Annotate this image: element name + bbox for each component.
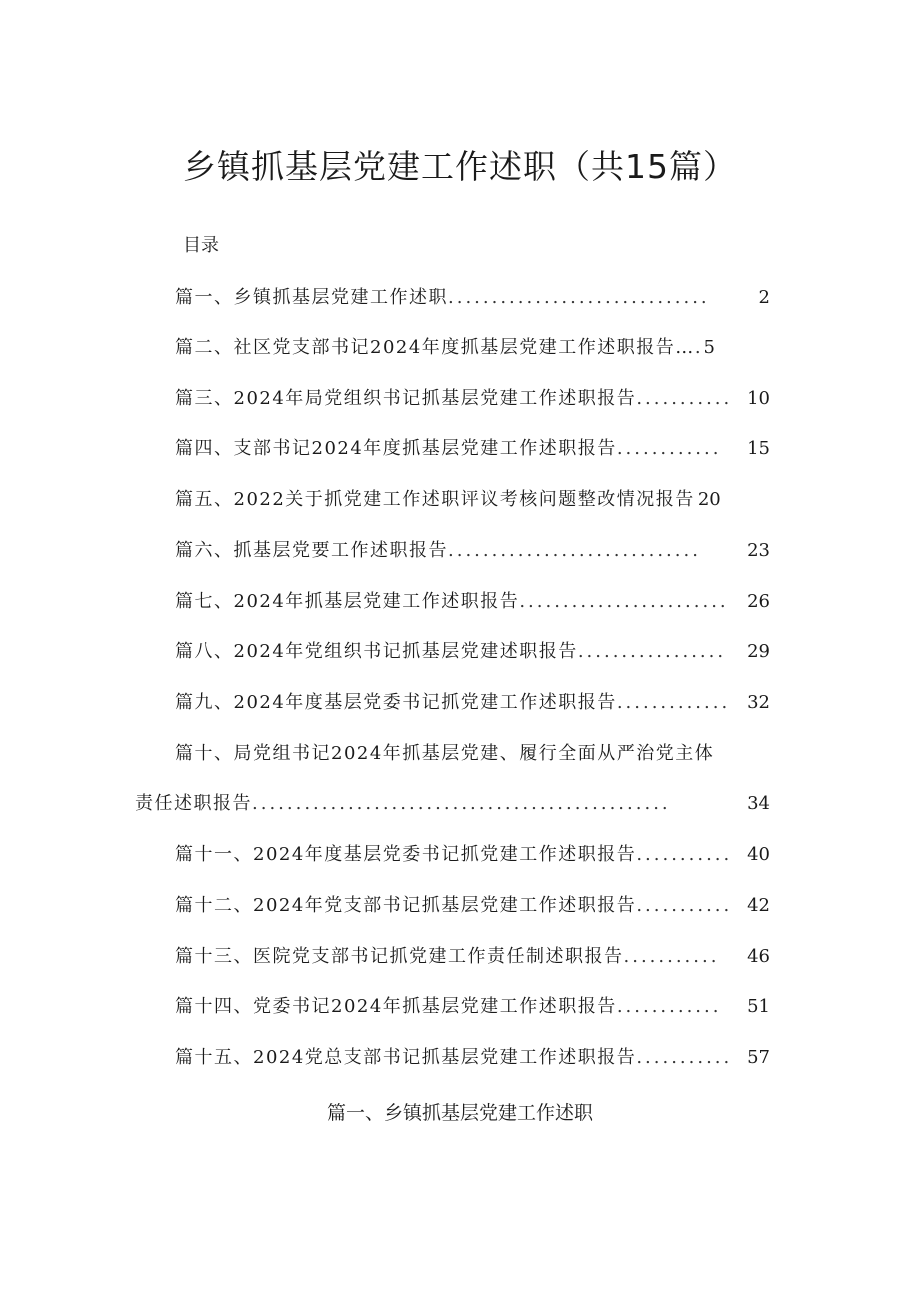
- toc-entry-14[interactable]: [175, 992, 770, 1022]
- toc-entry-10-continued[interactable]: [135, 789, 770, 819]
- toc-leader: ...........: [623, 946, 720, 967]
- toc-leader: .............................: [448, 540, 701, 561]
- toc-entry-10[interactable]: [175, 739, 735, 769]
- toc-page-number: 2: [758, 287, 770, 308]
- toc-page-number: 10: [747, 388, 770, 409]
- toc-entry-title: 篇十五、2024党总支部书记抓基层党建工作述职报告: [175, 1047, 637, 1068]
- toc-leader: .: [694, 337, 704, 358]
- toc-leader: ...........: [636, 1047, 733, 1068]
- toc-entry-12[interactable]: [175, 891, 770, 921]
- toc-entry-2[interactable]: [175, 333, 720, 363]
- toc-leader: ..............................: [448, 287, 710, 308]
- toc-entry-7[interactable]: [175, 587, 770, 617]
- toc-entry-title: 篇十四、党委书记2024年抓基层党建工作述职报告: [175, 996, 617, 1017]
- toc-entry-13[interactable]: [175, 942, 770, 972]
- toc-page-number: 26: [747, 591, 770, 612]
- toc-entry-title: 篇一、乡镇抓基层党建工作述职: [175, 287, 448, 308]
- toc-page-number: 51: [747, 996, 770, 1017]
- toc-entry-title: 篇三、2024年局党组织书记抓基层党建工作述职报告: [175, 388, 637, 409]
- document-title: 乡镇抓基层党建工作述职（共15篇）: [183, 147, 737, 186]
- toc-entry-title: 篇七、2024年抓基层党建工作述职报告: [175, 591, 520, 612]
- toc-leader: ............: [616, 438, 722, 459]
- toc-entry-title: 篇十一、2024年度基层党委书记抓党建工作述职报告: [175, 844, 637, 865]
- toc-entry-title: 篇二、社区党支部书记2024年度抓基层党建工作述职报告…: [175, 337, 695, 358]
- toc-entry-1[interactable]: [175, 283, 770, 313]
- toc-page-number: 46: [747, 946, 770, 967]
- toc-entry-title: 篇九、2024年度基层党委书记抓党建工作述职报告: [175, 692, 617, 713]
- toc-page-number: 20: [697, 489, 721, 510]
- toc-leader: ...........: [636, 388, 733, 409]
- toc-entry-title: 篇十二、2024年党支部书记抓基层党建工作述职报告: [175, 895, 637, 916]
- toc-entry-15[interactable]: [175, 1043, 770, 1073]
- toc-entry-title: 篇八、2024年党组织书记抓基层党建述职报告: [175, 641, 578, 662]
- toc-entry-title: 篇十三、医院党支部书记抓党建工作责任制述职报告: [175, 946, 624, 967]
- toc-page-number: 29: [747, 641, 770, 662]
- toc-entry-title: 篇十、局党组书记2024年抓基层党建、履行全面从严治党主体: [175, 743, 715, 764]
- toc-page-number: 34: [747, 793, 770, 814]
- toc-entry-title: 责任述职报告: [135, 793, 252, 814]
- toc-entry-5[interactable]: [175, 485, 735, 515]
- toc-entry-3[interactable]: [175, 384, 770, 414]
- toc-entry-9[interactable]: [175, 688, 770, 718]
- toc-leader: .................: [577, 641, 727, 662]
- toc-entry-title: 篇六、抓基层党要工作述职报告: [175, 540, 448, 561]
- toc-leader: ...........: [636, 895, 733, 916]
- toc-heading: 目录: [183, 235, 219, 256]
- toc-entry-11[interactable]: [175, 840, 770, 870]
- toc-leader: ...........: [636, 844, 733, 865]
- toc-leader: ............: [616, 996, 722, 1017]
- toc-entry-4[interactable]: [175, 434, 770, 464]
- toc-leader: ................................................: [252, 793, 671, 814]
- toc-entry-title: 篇五、2022关于抓党建工作述职评议考核问题整改情况报告: [175, 489, 695, 510]
- toc-page-number: 40: [747, 844, 770, 865]
- toc-page-number: 32: [747, 692, 770, 713]
- toc-page-number: 5: [703, 337, 715, 358]
- toc-entry-title: 篇四、支部书记2024年度抓基层党建工作述职报告: [175, 438, 617, 459]
- toc-page-number: 23: [747, 540, 770, 561]
- toc-leader: .............: [616, 692, 731, 713]
- section-heading: 篇一、乡镇抓基层党建工作述职: [326, 1102, 593, 1124]
- toc-leader: ........................: [519, 591, 729, 612]
- toc-page-number: 57: [747, 1047, 770, 1068]
- toc-page-number: 42: [747, 895, 770, 916]
- toc-page-number: 15: [747, 438, 770, 459]
- toc-entry-8[interactable]: [175, 637, 770, 667]
- toc-entry-6[interactable]: [175, 536, 770, 566]
